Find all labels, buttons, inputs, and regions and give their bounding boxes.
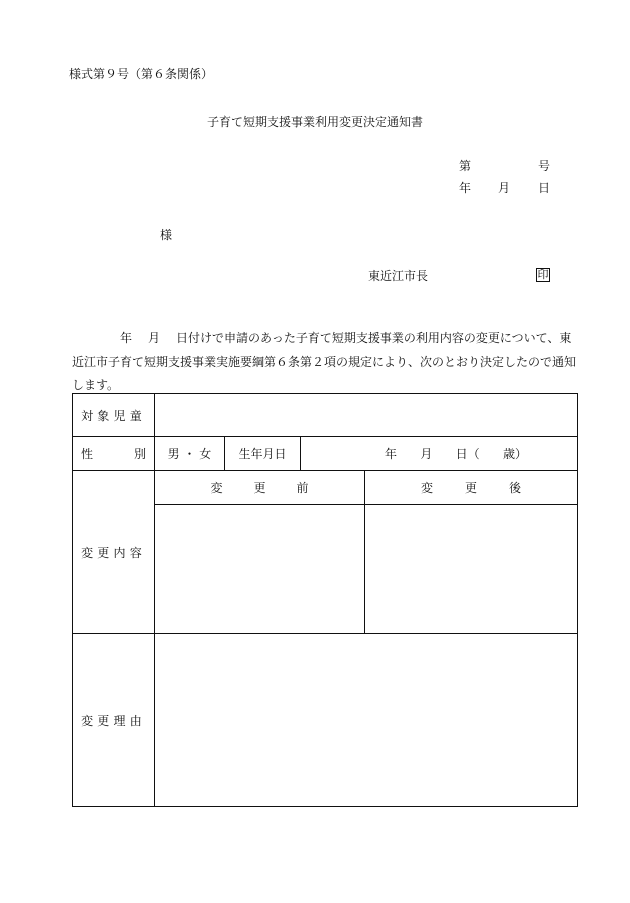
number-suffix: 号 [538,159,551,173]
dob-year: 年 [385,447,398,461]
after-header [365,471,578,505]
issuer-name: 東近江市長 [368,269,429,283]
change-label: 変更内容 [73,471,155,634]
issue-year: 年 [459,181,472,195]
after-content [365,505,578,634]
issue-month: 月 [498,181,511,195]
child-label: 対象児童 [73,394,155,437]
before-header [155,471,365,505]
reason-label: 変更理由 [73,634,155,807]
before-char: 前 [296,481,309,495]
recipient-honorific: 様 [160,228,173,242]
sex-label-char-1: 性 [81,447,94,461]
document-title: 子育て短期支援事業利用変更決定通知書 [206,115,423,129]
sex-label-char-2: 別 [133,447,146,461]
dob-label: 生年月日 [225,437,301,471]
dob-month: 月 [420,447,433,461]
issue-day: 日 [538,181,551,195]
after-char: 後 [508,481,521,495]
body-text: 日付けで申請のあった子育て短期支援事業の利用内容の変更について、東近江市子育て短期支援事業実施要綱第６条第２項の規定により、次のとおり決定したので通知します。 [72,331,577,392]
sex-row [73,437,578,471]
before-char: 更 [253,481,266,495]
sex-label [73,437,155,471]
before-char: 変 [210,481,223,495]
child-field [155,394,578,437]
form-number: 様式第９号（第６条関係） [69,67,214,81]
notice-paragraph [72,327,578,398]
reason-row [73,634,578,807]
after-char: 変 [420,481,433,495]
sex-value: 男 ・ 女 [155,437,225,471]
seal-mark: 印 [537,268,549,281]
change-header-row [73,471,578,505]
dob-field [301,437,578,471]
decision-table [72,393,578,807]
number-prefix: 第 [459,159,472,173]
body-year: 年 [120,331,133,345]
dob-day: 日（ [455,447,480,461]
body-month: 月 [148,331,161,345]
child-row [73,394,578,437]
reason-content [155,634,578,807]
before-content [155,505,365,634]
after-char: 更 [464,481,477,495]
dob-age: 歳） [502,447,527,461]
